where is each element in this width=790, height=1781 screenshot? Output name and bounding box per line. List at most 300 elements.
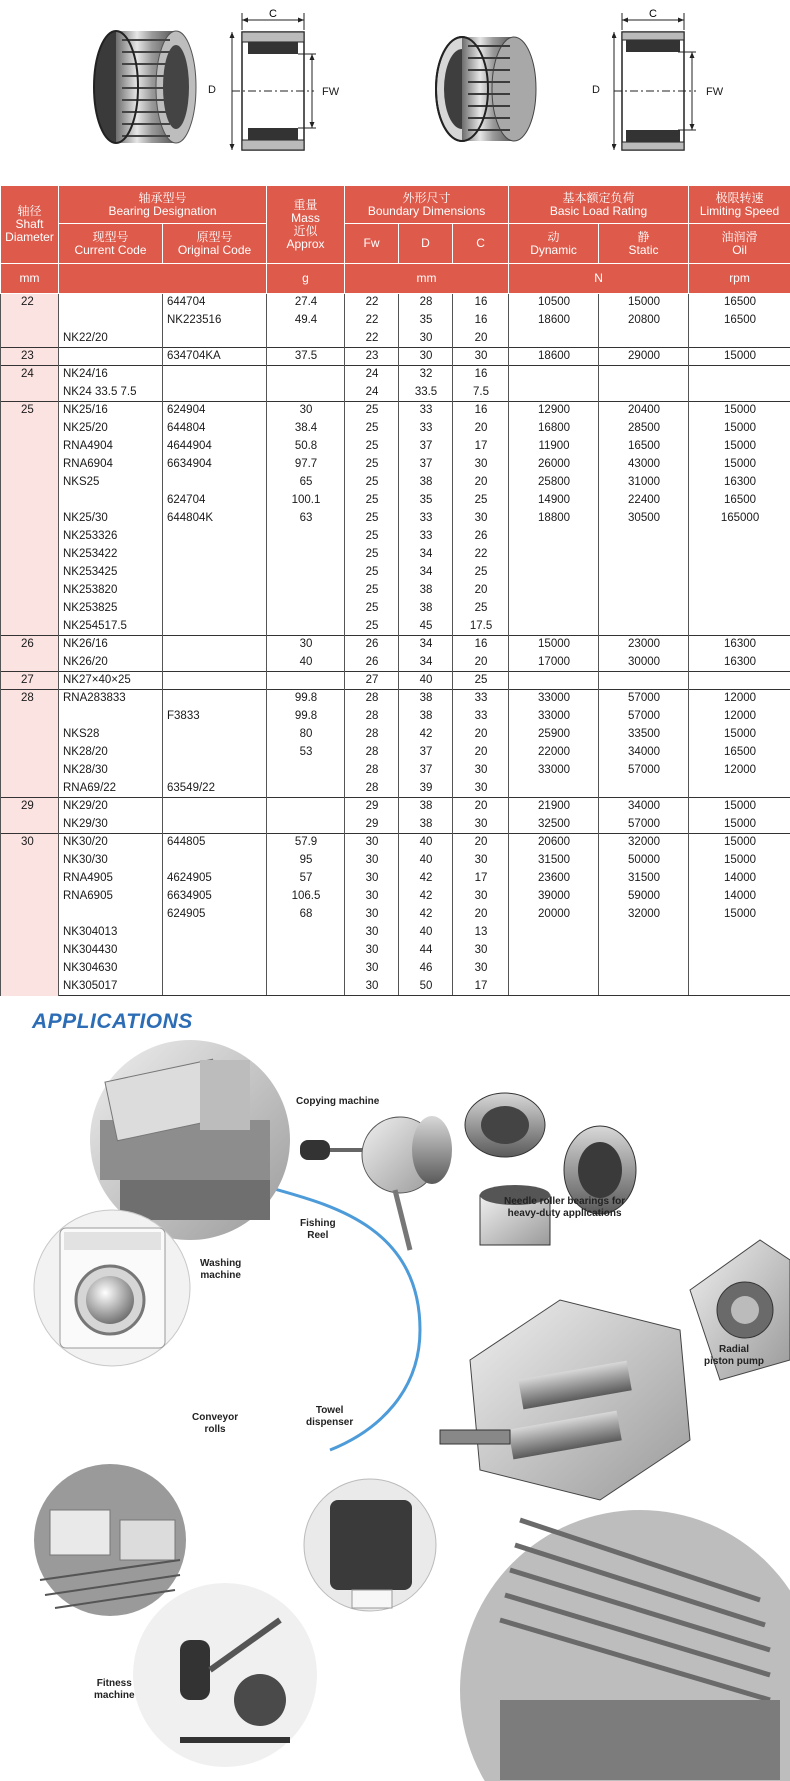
cell-original-code <box>163 384 267 402</box>
cell-d: 40 <box>399 834 453 852</box>
cell-fw: 22 <box>345 330 399 348</box>
cell-static <box>599 618 689 636</box>
cell-oil-speed <box>689 672 790 690</box>
cell-current-code: RNA283833 <box>59 690 163 708</box>
label-fishing-reel: Fishing Reel <box>300 1218 336 1241</box>
cell-current-code <box>59 312 163 330</box>
cell-mass <box>267 978 345 996</box>
cell-original-code <box>163 330 267 348</box>
table-row <box>1 294 790 312</box>
cell-static: 34000 <box>599 744 689 762</box>
table-row <box>1 672 790 690</box>
cell-dynamic: 23600 <box>509 870 599 888</box>
cell-dynamic: 15000 <box>509 636 599 654</box>
cell-mass: 30 <box>267 402 345 420</box>
cell-oil-speed: 12000 <box>689 690 790 708</box>
dim-label-d-right: D <box>592 84 600 96</box>
table-row <box>1 654 790 672</box>
table-row <box>1 906 790 924</box>
cell-oil-speed <box>689 384 790 402</box>
needle-bearing-photo-right <box>428 24 548 154</box>
table-row <box>1 978 790 996</box>
cell-current-code: NK26/16 <box>59 636 163 654</box>
dim-label-fw-right: FW <box>706 86 724 98</box>
cell-c: 25 <box>453 492 509 510</box>
cell-mass: 106.5 <box>267 888 345 906</box>
cell-d: 35 <box>399 492 453 510</box>
cell-original-code: F3833 <box>163 708 267 726</box>
cell-dynamic <box>509 564 599 582</box>
dim-label-c-right: C <box>649 8 657 20</box>
table-row <box>1 438 790 456</box>
cell-d: 50 <box>399 978 453 996</box>
cell-d: 37 <box>399 456 453 474</box>
cell-oil-speed: 15000 <box>689 798 790 816</box>
applications-title: APPLICATIONS <box>32 1010 193 1033</box>
cell-c: 25 <box>453 564 509 582</box>
cell-static <box>599 924 689 942</box>
cell-original-code <box>163 978 267 996</box>
cell-original-code <box>163 852 267 870</box>
cell-dynamic <box>509 978 599 996</box>
cell-c: 33 <box>453 690 509 708</box>
cell-mass: 57 <box>267 870 345 888</box>
cell-fw: 28 <box>345 744 399 762</box>
cell-dynamic: 17000 <box>509 654 599 672</box>
cell-oil-speed <box>689 924 790 942</box>
unit-mass: g <box>267 264 345 294</box>
table-row <box>1 420 790 438</box>
cell-static: 16500 <box>599 438 689 456</box>
cell-dynamic: 21900 <box>509 798 599 816</box>
unit-dimensions: mm <box>345 264 509 294</box>
cell-mass <box>267 816 345 834</box>
cell-static: 59000 <box>599 888 689 906</box>
cell-mass: 99.8 <box>267 690 345 708</box>
cell-oil-speed: 14000 <box>689 888 790 906</box>
cell-current-code: NK24 33.5 7.5 <box>59 384 163 402</box>
header-mass: 重量 Mass 近似 Approx <box>267 186 345 264</box>
table-row <box>1 690 790 708</box>
cell-fw: 25 <box>345 456 399 474</box>
cell-c: 16 <box>453 636 509 654</box>
header-static: 静 Static <box>599 224 689 264</box>
cell-oil-speed: 12000 <box>689 762 790 780</box>
table-row <box>1 510 790 528</box>
cell-current-code: NK29/20 <box>59 798 163 816</box>
header-dynamic: 动 Dynamic <box>509 224 599 264</box>
unit-designation <box>59 264 267 294</box>
cell-dynamic: 31500 <box>509 852 599 870</box>
cell-mass <box>267 672 345 690</box>
cell-c: 25 <box>453 672 509 690</box>
cell-dynamic <box>509 960 599 978</box>
cell-c: 20 <box>453 744 509 762</box>
cell-fw: 28 <box>345 726 399 744</box>
cell-c: 20 <box>453 582 509 600</box>
cell-original-code: NK223516 <box>163 312 267 330</box>
cell-d: 30 <box>399 348 453 366</box>
cell-current-code <box>59 708 163 726</box>
cell-oil-speed <box>689 564 790 582</box>
cell-fw: 24 <box>345 384 399 402</box>
cell-current-code <box>59 492 163 510</box>
cell-mass <box>267 960 345 978</box>
cell-oil-speed: 16500 <box>689 312 790 330</box>
cell-mass <box>267 564 345 582</box>
table-row <box>1 924 790 942</box>
cell-original-code: 63549/22 <box>163 780 267 798</box>
cell-oil-speed: 15000 <box>689 456 790 474</box>
cell-oil-speed <box>689 582 790 600</box>
cell-c: 20 <box>453 420 509 438</box>
cell-original-code <box>163 726 267 744</box>
cell-original-code <box>163 924 267 942</box>
cell-original-code <box>163 564 267 582</box>
cell-mass: 99.8 <box>267 708 345 726</box>
table-row <box>1 726 790 744</box>
cell-shaft-diameter: 27 <box>1 672 59 690</box>
cell-static: 31000 <box>599 474 689 492</box>
cell-mass <box>267 366 345 384</box>
table-body <box>1 294 790 996</box>
cell-fw: 25 <box>345 510 399 528</box>
table-row <box>1 618 790 636</box>
cell-c: 30 <box>453 960 509 978</box>
dim-label-c: C <box>269 8 277 20</box>
cell-d: 33 <box>399 402 453 420</box>
cell-static: 43000 <box>599 456 689 474</box>
cell-fw: 25 <box>345 402 399 420</box>
cell-c: 13 <box>453 924 509 942</box>
cell-d: 45 <box>399 618 453 636</box>
cell-static: 31500 <box>599 870 689 888</box>
cell-oil-speed: 15000 <box>689 852 790 870</box>
cell-oil-speed: 16300 <box>689 636 790 654</box>
cell-d: 37 <box>399 744 453 762</box>
cell-original-code: 4644904 <box>163 438 267 456</box>
cell-c: 30 <box>453 348 509 366</box>
cell-original-code <box>163 672 267 690</box>
cell-dynamic: 10500 <box>509 294 599 312</box>
cell-static: 32000 <box>599 834 689 852</box>
cell-current-code: NK253820 <box>59 582 163 600</box>
cell-d: 38 <box>399 798 453 816</box>
cell-static: 20400 <box>599 402 689 420</box>
cell-oil-speed: 165000 <box>689 510 790 528</box>
header-load: 基本额定负荷 Basic Load Rating <box>509 186 689 224</box>
header-boundary: 外形尺寸 Boundary Dimensions <box>345 186 509 224</box>
cell-c: 17.5 <box>453 618 509 636</box>
cell-static: 30000 <box>599 654 689 672</box>
cell-mass <box>267 330 345 348</box>
cell-shaft-diameter: 22 <box>1 294 59 348</box>
cell-fw: 30 <box>345 870 399 888</box>
cell-fw: 24 <box>345 366 399 384</box>
cell-static: 57000 <box>599 816 689 834</box>
cell-current-code: NK30/20 <box>59 834 163 852</box>
dim-label-d-left: D <box>208 84 216 96</box>
cell-mass: 50.8 <box>267 438 345 456</box>
header-designation: 轴承型号 Bearing Designation <box>59 186 267 224</box>
cell-fw: 29 <box>345 816 399 834</box>
cell-fw: 22 <box>345 312 399 330</box>
table-row <box>1 330 790 348</box>
cell-mass <box>267 618 345 636</box>
cell-fw: 30 <box>345 960 399 978</box>
cell-oil-speed <box>689 780 790 798</box>
cell-static <box>599 978 689 996</box>
table-row <box>1 474 790 492</box>
table-row <box>1 888 790 906</box>
cell-static <box>599 582 689 600</box>
cell-current-code: NK25/30 <box>59 510 163 528</box>
cell-original-code <box>163 600 267 618</box>
cell-original-code: 634704KA <box>163 348 267 366</box>
cell-dynamic: 18800 <box>509 510 599 528</box>
cell-dynamic: 18600 <box>509 312 599 330</box>
cell-current-code: RNA69/22 <box>59 780 163 798</box>
cell-current-code: NK28/30 <box>59 762 163 780</box>
cell-current-code: RNA6905 <box>59 888 163 906</box>
cell-current-code: NK25/20 <box>59 420 163 438</box>
header-current-code: 现型号 Current Code <box>59 224 163 264</box>
printing-machine-image <box>460 1510 790 1781</box>
cell-d: 44 <box>399 942 453 960</box>
cell-d: 32 <box>399 366 453 384</box>
cell-dynamic: 18600 <box>509 348 599 366</box>
cell-dynamic: 39000 <box>509 888 599 906</box>
cell-fw: 28 <box>345 708 399 726</box>
cell-original-code: 644704 <box>163 294 267 312</box>
cell-current-code: NKS25 <box>59 474 163 492</box>
cell-dynamic: 33000 <box>509 762 599 780</box>
cell-d: 34 <box>399 654 453 672</box>
cell-dynamic <box>509 384 599 402</box>
cell-static <box>599 672 689 690</box>
cell-c: 16 <box>453 402 509 420</box>
cell-mass <box>267 582 345 600</box>
cell-static <box>599 942 689 960</box>
cell-shaft-diameter: 23 <box>1 348 59 366</box>
table-row <box>1 384 790 402</box>
cell-dynamic <box>509 672 599 690</box>
cell-shaft-diameter: 25 <box>1 402 59 636</box>
cell-shaft-diameter: 29 <box>1 798 59 834</box>
cell-original-code <box>163 528 267 546</box>
label-fitness-machine: Fitness machine <box>94 1678 135 1701</box>
cell-current-code: NK304430 <box>59 942 163 960</box>
cell-c: 30 <box>453 510 509 528</box>
cell-fw: 25 <box>345 528 399 546</box>
cell-fw: 28 <box>345 762 399 780</box>
cell-current-code: NK26/20 <box>59 654 163 672</box>
cell-oil-speed: 15000 <box>689 834 790 852</box>
cell-current-code: NK30/30 <box>59 852 163 870</box>
cell-fw: 30 <box>345 834 399 852</box>
cell-current-code: RNA4904 <box>59 438 163 456</box>
cell-mass: 80 <box>267 726 345 744</box>
cell-d: 33 <box>399 528 453 546</box>
cell-fw: 22 <box>345 294 399 312</box>
cell-d: 38 <box>399 690 453 708</box>
cell-dynamic <box>509 528 599 546</box>
cell-mass: 65 <box>267 474 345 492</box>
header-c: C <box>453 224 509 264</box>
fitness-machine-image <box>133 1583 317 1767</box>
cell-mass: 68 <box>267 906 345 924</box>
cell-dynamic: 22000 <box>509 744 599 762</box>
cell-c: 30 <box>453 816 509 834</box>
cell-current-code: NK305017 <box>59 978 163 996</box>
cell-dynamic: 16800 <box>509 420 599 438</box>
cell-oil-speed: 12000 <box>689 708 790 726</box>
cell-fw: 25 <box>345 564 399 582</box>
cell-original-code <box>163 690 267 708</box>
cell-d: 42 <box>399 726 453 744</box>
cell-oil-speed: 16500 <box>689 744 790 762</box>
cell-original-code: 624905 <box>163 906 267 924</box>
cell-fw: 25 <box>345 582 399 600</box>
cell-original-code <box>163 816 267 834</box>
header-speed: 极限转速 Limiting Speed <box>689 186 790 224</box>
cell-d: 40 <box>399 672 453 690</box>
cell-fw: 23 <box>345 348 399 366</box>
cell-d: 33.5 <box>399 384 453 402</box>
cell-original-code <box>163 798 267 816</box>
cell-oil-speed: 15000 <box>689 726 790 744</box>
cell-dynamic: 33000 <box>509 690 599 708</box>
cell-d: 38 <box>399 474 453 492</box>
unit-speed: rpm <box>689 264 790 294</box>
cell-mass: 57.9 <box>267 834 345 852</box>
cell-static: 15000 <box>599 294 689 312</box>
table-row <box>1 762 790 780</box>
cell-current-code: NK22/20 <box>59 330 163 348</box>
cell-current-code: NK24/16 <box>59 366 163 384</box>
cell-shaft-diameter: 30 <box>1 834 59 996</box>
cell-c: 20 <box>453 834 509 852</box>
cell-oil-speed <box>689 942 790 960</box>
cell-fw: 27 <box>345 672 399 690</box>
cell-original-code <box>163 960 267 978</box>
cell-d: 40 <box>399 924 453 942</box>
cell-dynamic <box>509 366 599 384</box>
cell-c: 17 <box>453 438 509 456</box>
cell-mass <box>267 924 345 942</box>
label-needle-bearings: Needle roller bearings for heavy-duty applications <box>504 1196 626 1219</box>
cell-d: 34 <box>399 564 453 582</box>
cell-oil-speed: 15000 <box>689 402 790 420</box>
cell-d: 34 <box>399 636 453 654</box>
cell-fw: 30 <box>345 852 399 870</box>
label-towel-dispenser: Towel dispenser <box>306 1405 354 1428</box>
cell-c: 22 <box>453 546 509 564</box>
cell-dynamic: 32500 <box>509 816 599 834</box>
cell-fw: 25 <box>345 438 399 456</box>
washing-machine-image <box>34 1210 190 1366</box>
cell-oil-speed: 16300 <box>689 654 790 672</box>
table-row <box>1 870 790 888</box>
cell-original-code <box>163 582 267 600</box>
cell-c: 20 <box>453 906 509 924</box>
cell-current-code <box>59 294 163 312</box>
cell-oil-speed: 15000 <box>689 348 790 366</box>
cell-c: 17 <box>453 978 509 996</box>
cell-original-code <box>163 474 267 492</box>
cell-mass: 38.4 <box>267 420 345 438</box>
cell-static: 30500 <box>599 510 689 528</box>
cell-d: 39 <box>399 780 453 798</box>
cell-current-code: NK304630 <box>59 960 163 978</box>
dim-label-fw-left: FW <box>322 86 340 98</box>
cell-c: 20 <box>453 654 509 672</box>
unit-shaft: mm <box>1 264 59 294</box>
cell-fw: 26 <box>345 636 399 654</box>
cell-current-code: NK253425 <box>59 564 163 582</box>
cell-current-code: NK28/20 <box>59 744 163 762</box>
header-shaft: 轴径 Shaft Diameter <box>1 186 59 264</box>
cell-oil-speed: 15000 <box>689 816 790 834</box>
cell-static <box>599 366 689 384</box>
cell-oil-speed: 14000 <box>689 870 790 888</box>
cell-dynamic <box>509 582 599 600</box>
cell-c: 30 <box>453 456 509 474</box>
cell-oil-speed <box>689 528 790 546</box>
cell-static <box>599 528 689 546</box>
applications-section <box>0 1000 790 1781</box>
cell-fw: 25 <box>345 474 399 492</box>
table-row <box>1 528 790 546</box>
cell-dynamic: 12900 <box>509 402 599 420</box>
cell-current-code <box>59 348 163 366</box>
needle-bearings-image <box>465 1093 636 1245</box>
cell-c: 30 <box>453 780 509 798</box>
table-row <box>1 852 790 870</box>
cell-mass <box>267 528 345 546</box>
cell-fw: 30 <box>345 888 399 906</box>
cell-dynamic <box>509 546 599 564</box>
cell-static: 57000 <box>599 690 689 708</box>
cell-mass: 40 <box>267 654 345 672</box>
cell-oil-speed <box>689 330 790 348</box>
cell-d: 35 <box>399 312 453 330</box>
table-header <box>1 186 790 294</box>
cell-c: 33 <box>453 708 509 726</box>
table-row <box>1 780 790 798</box>
header-fw: Fw <box>345 224 399 264</box>
cell-dynamic: 11900 <box>509 438 599 456</box>
cell-fw: 30 <box>345 978 399 996</box>
cell-oil-speed <box>689 366 790 384</box>
cell-original-code <box>163 762 267 780</box>
cell-dynamic: 33000 <box>509 708 599 726</box>
cell-fw: 25 <box>345 546 399 564</box>
cell-mass: 95 <box>267 852 345 870</box>
cell-c: 7.5 <box>453 384 509 402</box>
table-row <box>1 816 790 834</box>
cell-mass <box>267 600 345 618</box>
cell-current-code: RNA6904 <box>59 456 163 474</box>
cell-mass: 27.4 <box>267 294 345 312</box>
bearing-spec-table <box>0 185 790 996</box>
cell-d: 40 <box>399 852 453 870</box>
cell-static: 20800 <box>599 312 689 330</box>
cell-oil-speed: 16500 <box>689 492 790 510</box>
table-row <box>1 636 790 654</box>
cell-static <box>599 780 689 798</box>
cell-c: 30 <box>453 852 509 870</box>
